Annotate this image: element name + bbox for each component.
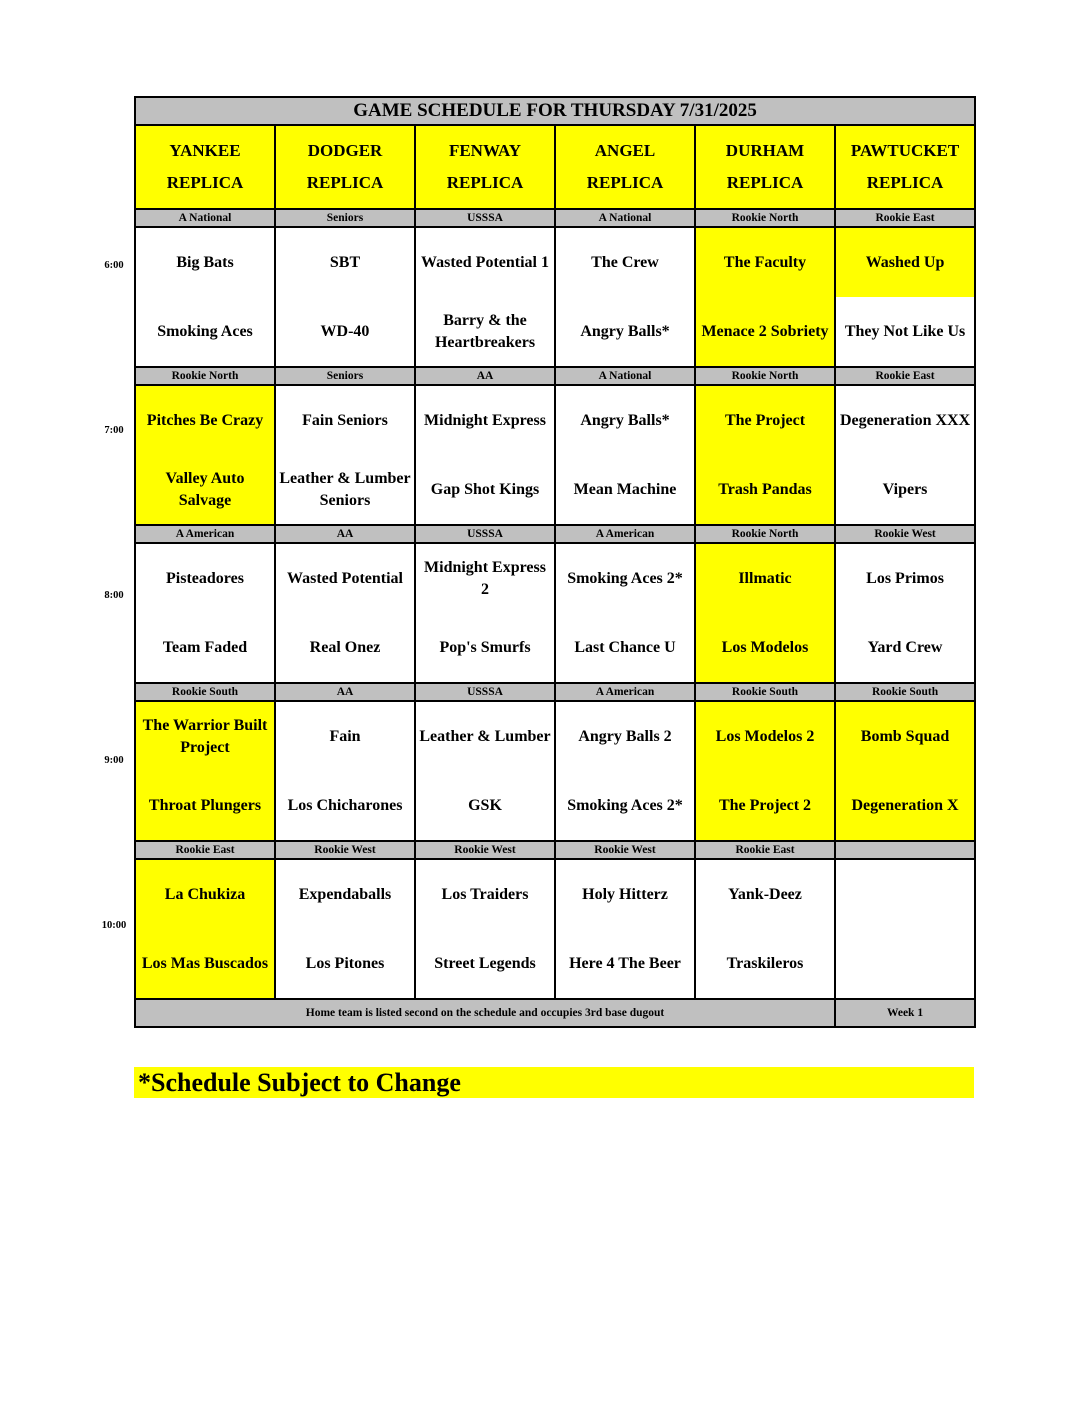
division-label [835, 841, 975, 859]
home-team: Menace 2 Sobriety [695, 297, 835, 367]
division-label: Rookie North [695, 525, 835, 543]
division-label: Rookie East [835, 209, 975, 227]
game-row [135, 771, 975, 841]
home-team: GSK [415, 771, 555, 841]
field-subtitle: REPLICA [866, 173, 944, 192]
home-team: Degeneration X [835, 771, 975, 841]
visiting-team: Midnight Express [415, 385, 555, 455]
home-team: Real Onez [275, 613, 415, 683]
field-subtitle: REPLICA [166, 173, 244, 192]
visiting-team: Yank-Deez [695, 859, 835, 929]
field-header [555, 125, 695, 209]
field-subtitle: REPLICA [586, 173, 664, 192]
division-label: USSSA [415, 525, 555, 543]
home-team: Los Modelos [695, 613, 835, 683]
division-label: A American [555, 525, 695, 543]
division-label: Rookie South [835, 683, 975, 701]
division-label: Rookie West [275, 841, 415, 859]
visiting-team: Degeneration XXX [835, 385, 975, 455]
visiting-team: Wasted Potential 1 [415, 227, 555, 297]
home-team: Vipers [835, 455, 975, 525]
division-label: Rookie South [135, 683, 275, 701]
home-team: Barry & the Heartbreakers [415, 297, 555, 367]
home-team: Los Pitones [275, 929, 415, 999]
division-label: Rookie West [555, 841, 695, 859]
division-label: AA [275, 683, 415, 701]
division-label: A National [135, 209, 275, 227]
division-label: A American [555, 683, 695, 701]
visiting-team: SBT [275, 227, 415, 297]
division-row [135, 525, 975, 543]
home-team: Angry Balls* [555, 297, 695, 367]
game-row [135, 297, 975, 367]
home-team: Smoking Aces 2* [555, 771, 695, 841]
home-team: Yard Crew [835, 613, 975, 683]
home-team: Traskileros [695, 929, 835, 999]
visiting-team: Washed Up [835, 227, 975, 297]
field-subtitle: REPLICA [306, 173, 384, 192]
game-row [135, 227, 975, 297]
visiting-team: Smoking Aces 2* [555, 543, 695, 613]
field-header [415, 125, 555, 209]
page-title: GAME SCHEDULE FOR THURSDAY 7/31/2025 [135, 97, 975, 125]
home-team: WD-40 [275, 297, 415, 367]
division-label: Rookie East [135, 841, 275, 859]
home-team: Trash Pandas [695, 455, 835, 525]
division-label: Rookie East [835, 367, 975, 385]
field-name: PAWTUCKET [850, 141, 960, 160]
time-label: 8:00 [104, 590, 124, 601]
visiting-team: Angry Balls 2 [555, 701, 695, 771]
game-row [135, 385, 975, 455]
home-team: Leather & Lumber Seniors [275, 455, 415, 525]
home-team: Here 4 The Beer [555, 929, 695, 999]
visiting-team: Illmatic [695, 543, 835, 613]
home-team: Team Faded [135, 613, 275, 683]
division-label: Rookie East [695, 841, 835, 859]
division-label: Rookie West [415, 841, 555, 859]
home-team: Los Chicharones [275, 771, 415, 841]
home-team: Valley Auto Salvage [135, 455, 275, 525]
field-name: YANKEE [169, 141, 241, 160]
visiting-team: Fain [275, 701, 415, 771]
division-label: Seniors [275, 209, 415, 227]
field-header [835, 125, 975, 209]
division-label: A National [555, 209, 695, 227]
division-row [135, 683, 975, 701]
division-label: Rookie North [695, 209, 835, 227]
visiting-team: Los Primos [835, 543, 975, 613]
visiting-team: Midnight Express 2 [415, 543, 555, 613]
division-label: Rookie West [835, 525, 975, 543]
division-label: USSSA [415, 209, 555, 227]
field-header [135, 125, 275, 209]
visiting-team: Los Traiders [415, 859, 555, 929]
home-team: Pop's Smurfs [415, 613, 555, 683]
visiting-team: Leather & Lumber [415, 701, 555, 771]
division-label: Seniors [275, 367, 415, 385]
game-row [135, 543, 975, 613]
visiting-team: Pitches Be Crazy [135, 385, 275, 455]
field-header [695, 125, 835, 209]
visiting-team: Holy Hitterz [555, 859, 695, 929]
field-header [275, 125, 415, 209]
division-label: AA [275, 525, 415, 543]
visiting-team [835, 859, 975, 929]
visiting-team: Angry Balls* [555, 385, 695, 455]
division-row [135, 367, 975, 385]
time-label: 10:00 [101, 920, 127, 931]
week-label: Week 1 [835, 999, 975, 1027]
game-row [135, 929, 975, 999]
home-team: Mean Machine [555, 455, 695, 525]
division-label: Rookie North [695, 367, 835, 385]
visiting-team: Big Bats [135, 227, 275, 297]
footer-row [135, 999, 975, 1027]
home-team: Street Legends [415, 929, 555, 999]
field-name: ANGEL [594, 141, 656, 160]
visiting-team: La Chukiza [135, 859, 275, 929]
division-label: AA [415, 367, 555, 385]
home-team: Gap Shot Kings [415, 455, 555, 525]
division-row [135, 209, 975, 227]
division-label: A American [135, 525, 275, 543]
home-team: Throat Plungers [135, 771, 275, 841]
home-team: The Project 2 [695, 771, 835, 841]
field-header-row [135, 125, 975, 209]
visiting-team: Los Modelos 2 [695, 701, 835, 771]
visiting-team: Wasted Potential [275, 543, 415, 613]
division-label: USSSA [415, 683, 555, 701]
visiting-team: Expendaballs [275, 859, 415, 929]
field-name: DURHAM [725, 141, 805, 160]
home-team: Los Mas Buscados [135, 929, 275, 999]
visiting-team: Fain Seniors [275, 385, 415, 455]
visiting-team: Pisteadores [135, 543, 275, 613]
visiting-team: The Crew [555, 227, 695, 297]
visiting-team: Bomb Squad [835, 701, 975, 771]
game-row [135, 701, 975, 771]
game-row [135, 613, 975, 683]
schedule-table [134, 96, 976, 1028]
home-team: They Not Like Us [835, 297, 975, 367]
division-label: A National [555, 367, 695, 385]
home-team-note: Home team is listed second on the schedule and occupies 3rd base dugout [135, 999, 835, 1027]
field-name: FENWAY [448, 141, 522, 160]
schedule-disclaimer: *Schedule Subject to Change [134, 1067, 974, 1098]
time-label: 9:00 [104, 755, 124, 766]
game-row [135, 859, 975, 929]
visiting-team: The Project [695, 385, 835, 455]
home-team: Last Chance U [555, 613, 695, 683]
visiting-team: The Faculty [695, 227, 835, 297]
home-team [835, 929, 975, 999]
visiting-team: The Warrior Built Project [135, 701, 275, 771]
game-row [135, 455, 975, 525]
field-subtitle: REPLICA [726, 173, 804, 192]
time-label: 7:00 [104, 425, 124, 436]
home-team: Smoking Aces [135, 297, 275, 367]
title-row [135, 97, 975, 125]
time-label: 6:00 [104, 260, 124, 271]
division-row [135, 841, 975, 859]
field-name: DODGER [307, 141, 383, 160]
field-subtitle: REPLICA [446, 173, 524, 192]
division-label: Rookie South [695, 683, 835, 701]
division-label: Rookie North [135, 367, 275, 385]
